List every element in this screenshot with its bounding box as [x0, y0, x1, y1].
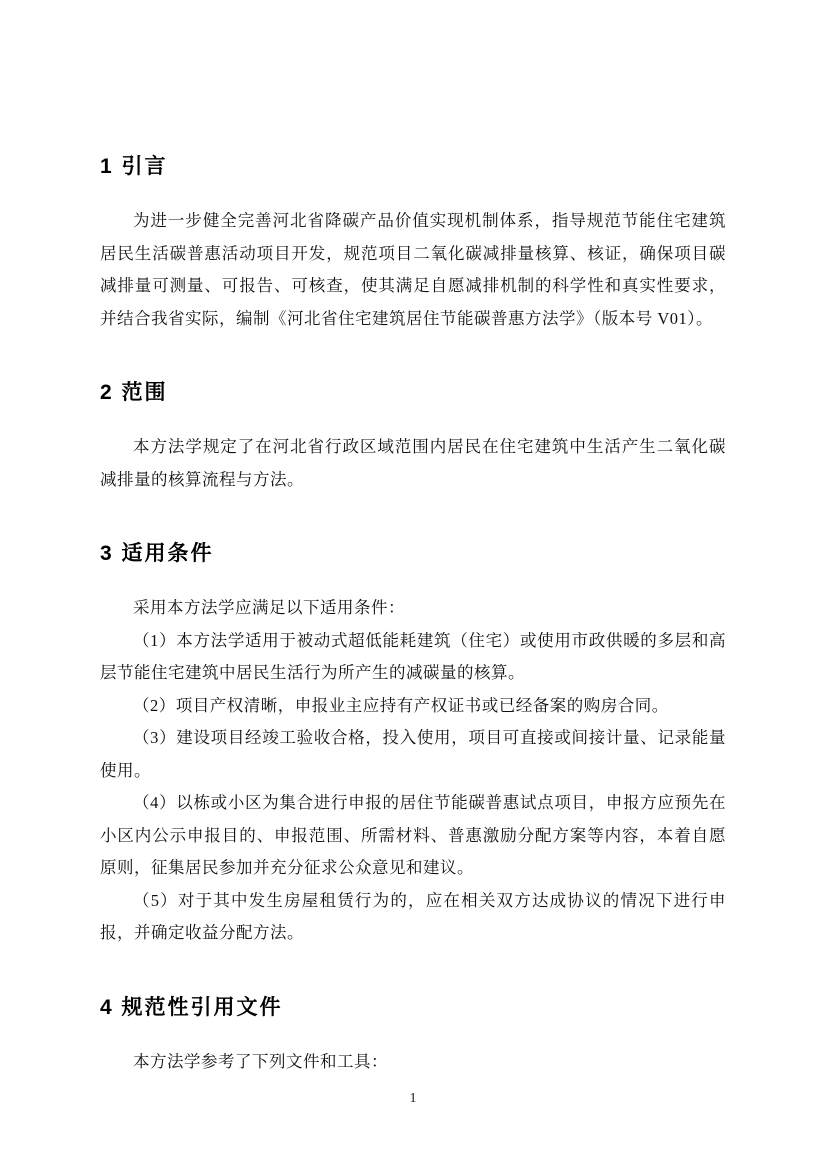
section-normative-references — [100, 994, 726, 1079]
section-heading-scope: 2 范围 — [100, 381, 168, 404]
page-number: 1 — [409, 1091, 417, 1106]
section-introduction — [100, 153, 726, 335]
condition-item-2: （2）项目产权清晰，申报业主应持有产权证书或已经备案的购房合同。 — [133, 695, 669, 715]
condition-item-3: （3）建设项目经竣工验收合格，投入使用，项目可直接或间接计量、记录能量使用。 — [100, 728, 726, 780]
section-applicable-conditions — [100, 540, 726, 950]
condition-item-5: （5）对于其中发生房屋租赁行为的，应在相关双方达成协议的情况下进行申报，并确定收益分配方法。 — [100, 890, 726, 942]
section-heading-introduction: 1 引言 — [100, 155, 168, 178]
condition-item-4: （4）以栋或小区为集合进行申报的居住节能碳普惠试点项目，申报方应预先在小区内公示申报目的、申报范围、所需材料、普惠激励分配方案等内容，本着自愿原则，征集居民参加并充分征求公众意见和建议。 — [100, 793, 726, 877]
paragraph: 本方法学规定了在河北省行政区域范围内居民在住宅建筑中生活产生二氧化碳减排量的核算流程与方法。 — [100, 437, 726, 489]
paragraph: 本方法学参考了下列文件和工具： — [133, 1051, 388, 1071]
section-heading-applicable-conditions: 3 适用条件 — [100, 542, 214, 565]
paragraph: 采用本方法学应满足以下适用条件： — [133, 598, 405, 617]
condition-item-1: （1）本方法学适用于被动式超低能耗建筑（住宅）或使用市政供暖的多层和高层节能住宅建筑中居民生活行为所产生的减碳量的核算。 — [100, 630, 726, 682]
section-scope — [100, 379, 726, 496]
paragraph: 为进一步健全完善河北省降碳产品价值实现机制体系，指导规范节能住宅建筑居民生活碳普惠活动项目开发，规范项目二氧化碳减排量核算、核证，确保项目碳减排量可测量、可报告、可核查，使其满足自愿减排机制的科学性和真实性要求，并结合我省实际，编制《河北省住宅建筑居住节能碳普惠方法学》（版本号 V01）。 — [100, 211, 726, 328]
section-heading-normative-references: 4 规范性引用文件 — [100, 995, 283, 1019]
